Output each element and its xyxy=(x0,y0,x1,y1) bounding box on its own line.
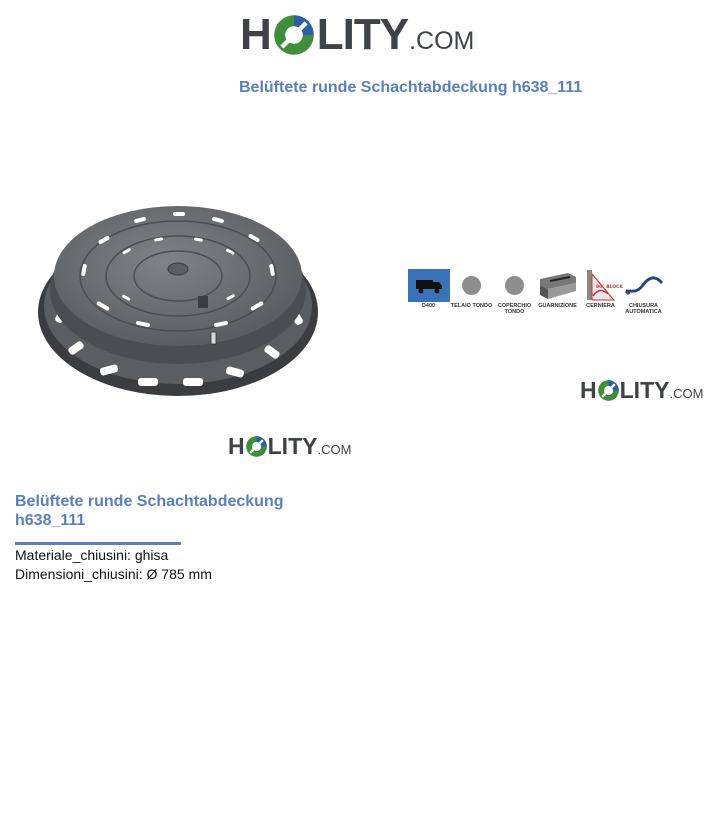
product-title: Belüftete runde Schachtabdeckung h638_111 xyxy=(15,493,284,529)
feature-label: TELAIO TONDO xyxy=(450,303,493,309)
feature-label: GUARNIZIONE xyxy=(538,303,577,309)
brand-logo[interactable] xyxy=(240,10,475,59)
logo-letters-right: LITY xyxy=(619,377,670,403)
feature-telaio-tondo xyxy=(450,268,493,315)
manhole-cover-image xyxy=(38,194,322,400)
logo-suffix: .COM xyxy=(317,442,352,457)
feature-label: CHIUSURA AUTOMATICA xyxy=(625,303,662,315)
logo-letters-left: H xyxy=(240,10,271,59)
truck-icon xyxy=(414,275,444,295)
feature-d400 xyxy=(407,268,450,315)
logo-letters-right: LITY xyxy=(267,433,318,459)
watermark-logo-left xyxy=(228,435,351,458)
logo-o-mark-icon xyxy=(597,379,620,402)
logo-letters-left: H xyxy=(228,433,245,459)
attribute-material: Materiale_chiusini: ghisa xyxy=(15,547,169,563)
logo-suffix: .COM xyxy=(669,386,704,401)
feature-icons-row xyxy=(407,268,665,315)
header-product-title: Belüftete runde Schachtabdeckung h638_111 xyxy=(239,79,583,96)
title-divider xyxy=(15,542,181,545)
gasket-icon xyxy=(538,269,578,301)
circle-cover-icon xyxy=(505,276,524,295)
feature-label: D400 xyxy=(421,303,436,309)
feature-chiusura-automatica xyxy=(622,268,665,315)
watermark-logo-right xyxy=(580,379,703,402)
feature-label: COPERCHIO TONDO xyxy=(497,303,532,315)
auto-lock-icon xyxy=(623,269,665,301)
logo-o-mark-icon xyxy=(272,13,316,57)
feature-guarnizione xyxy=(536,268,579,315)
circle-frame-icon xyxy=(462,276,481,295)
logo-letters-right: LITY xyxy=(316,10,409,59)
feature-cerniera xyxy=(579,268,622,315)
attribute-dimensions: Dimensioni_chiusini: Ø 785 mm xyxy=(15,566,212,582)
feature-coperchio-tondo xyxy=(493,268,536,315)
logo-letters-left: H xyxy=(580,377,597,403)
logo-suffix: .COM xyxy=(409,27,475,55)
logo-o-mark-icon xyxy=(245,435,268,458)
feature-label: CERNIERA xyxy=(586,303,615,309)
hinge-icon xyxy=(584,268,623,302)
hinge-badge: 90° BLOCK xyxy=(595,285,623,290)
